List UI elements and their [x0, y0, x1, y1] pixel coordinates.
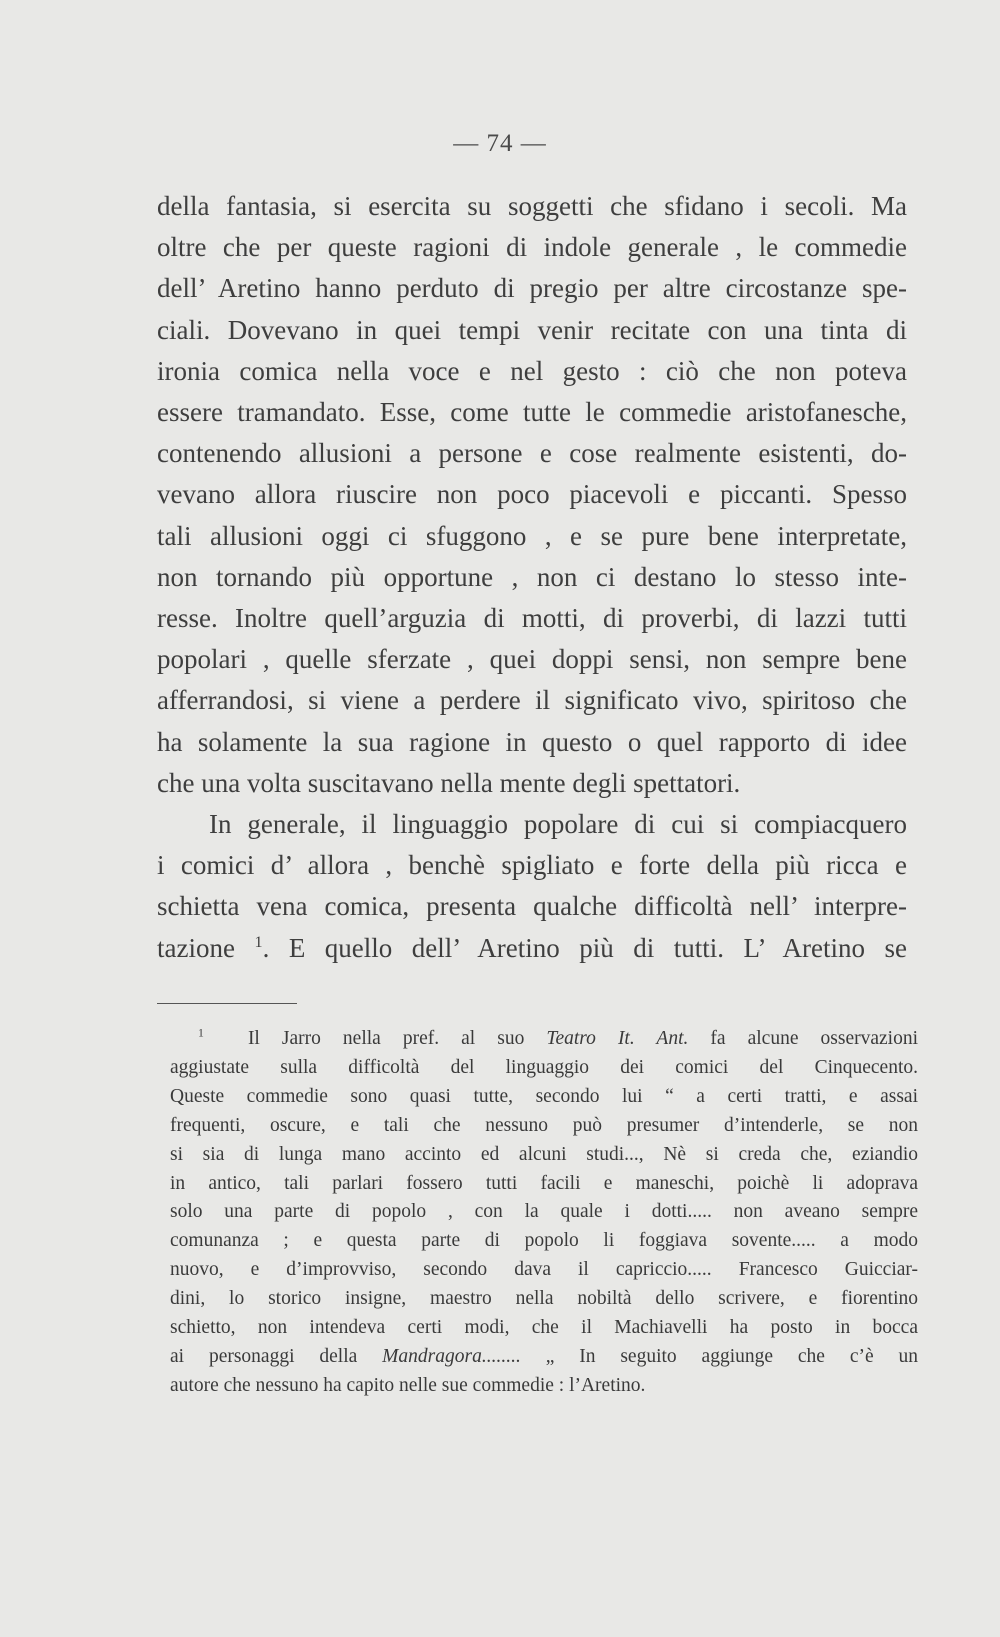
footnote-line: frequenti, oscure, e tali che nessuno può presumer d’intenderle, se non: [170, 1114, 918, 1136]
text-line: contenendo allusioni a persone e cose realmente esistenti, do-: [157, 438, 907, 469]
page-number: — 74 —: [453, 130, 547, 157]
footnote-line: aggiustate sulla difficoltà del linguaggio dei comici del Cinquecento.: [170, 1056, 918, 1078]
text-line: non tornando più opportune , non ci destano lo stesso inte-: [157, 561, 907, 592]
text-line: ciali. Dovevano in quei tempi venir recitate con una tinta di: [157, 314, 907, 345]
footnote-line: dini, lo storico insigne, maestro nella nobiltà dello scrivere, e fiorentino: [170, 1288, 918, 1310]
text-fragment: tazione: [157, 932, 235, 963]
text-line-with-footnote-ref: [157, 928, 907, 969]
text-line: che una volta suscitavano nella mente degli spettatori.: [157, 767, 741, 798]
footnote-line: nuovo, e d’improvviso, secondo dava il capriccio..... Francesco Guicciar-: [170, 1259, 918, 1281]
footnote-line: in antico, tali parlari fossero tutti facili e maneschi, poichè li adoprava: [170, 1172, 918, 1194]
footnote: [170, 1025, 918, 1401]
text-line: schietta vena comica, presenta qualche difficoltà nell’ interpre-: [157, 891, 907, 922]
text-line: tali allusioni oggi ci sfuggono , e se pure bene interpretate,: [157, 520, 907, 551]
text-line: resse. Inoltre quell’arguzia di motti, di proverbi, di lazzi tutti: [157, 603, 907, 634]
text-line: essere tramandato. Esse, come tutte le commedie aristofanesche,: [157, 397, 907, 428]
text-line: oltre che per queste ragioni di indole generale , le commedie: [157, 232, 907, 263]
text-line: i comici d’ allora , benchè spigliato e forte della più ricca e: [157, 850, 907, 881]
text-fragment: fa alcune osservazioni: [710, 1028, 919, 1049]
text-fragment: „ In seguito aggiunge che c’è un: [545, 1345, 919, 1367]
text-line: della fantasia, si esercita su soggetti che sfidano i secoli. Ma: [157, 191, 907, 221]
footnote-reference: 1: [254, 932, 263, 951]
text-line: afferrandosi, si viene a perdere il significato vivo, spiritoso che: [157, 685, 907, 716]
text-fragment: Il Jarro nella pref. al suo: [247, 1028, 525, 1049]
italic-title: Mandragora........: [382, 1345, 521, 1367]
footnote-line: si sia di lunga mano accinto ed alcuni studi..., Nè si creda che, eziandio: [170, 1143, 918, 1165]
footnote-line: autore che nessuno ha capito nelle sue commedie : l’Aretino.: [170, 1374, 646, 1396]
text-line: In generale, il linguaggio popolare di cui si compiacquero: [209, 809, 907, 840]
text-line: ha solamente la sua ragione in questo o quel rapporto di idee: [157, 726, 907, 757]
text-fragment: ai personaggi della: [170, 1345, 358, 1367]
body-text: [157, 186, 907, 969]
footnote-marker: 1: [198, 1026, 204, 1040]
text-line: popolari , quelle sferzate , quei doppi sensi, non sempre bene: [157, 644, 907, 675]
footnote-line: [170, 1343, 918, 1372]
text-line: ironia comica nella voce e nel gesto : ciò che non poteva: [157, 355, 907, 386]
footnote-line: schietto, non intendeva certi modi, che il Machiavelli ha posto in bocca: [170, 1317, 918, 1339]
footnote-line: solo una parte di popolo , con la quale i dotti..... non aveano sempre: [170, 1201, 918, 1223]
italic-title: Teatro It. Ant.: [546, 1028, 689, 1049]
text-fragment: . E quello dell’ Aretino più di tutti. L’ Aretino se: [262, 932, 907, 963]
footnote-line: Queste commedie sono quasi tutte, secondo lui “ a certi tratti, e assai: [170, 1085, 918, 1107]
footnote-divider: [157, 1003, 297, 1004]
text-line: vevano allora riuscire non poco piacevoli e piccanti. Spesso: [157, 479, 907, 510]
text-line: dell’ Aretino hanno perduto di pregio per altre circostanze spe-: [157, 273, 907, 304]
footnote-line: [170, 1025, 918, 1054]
footnote-line: comunanza ; e questa parte di popolo li foggiava sovente..... a modo: [170, 1230, 918, 1252]
